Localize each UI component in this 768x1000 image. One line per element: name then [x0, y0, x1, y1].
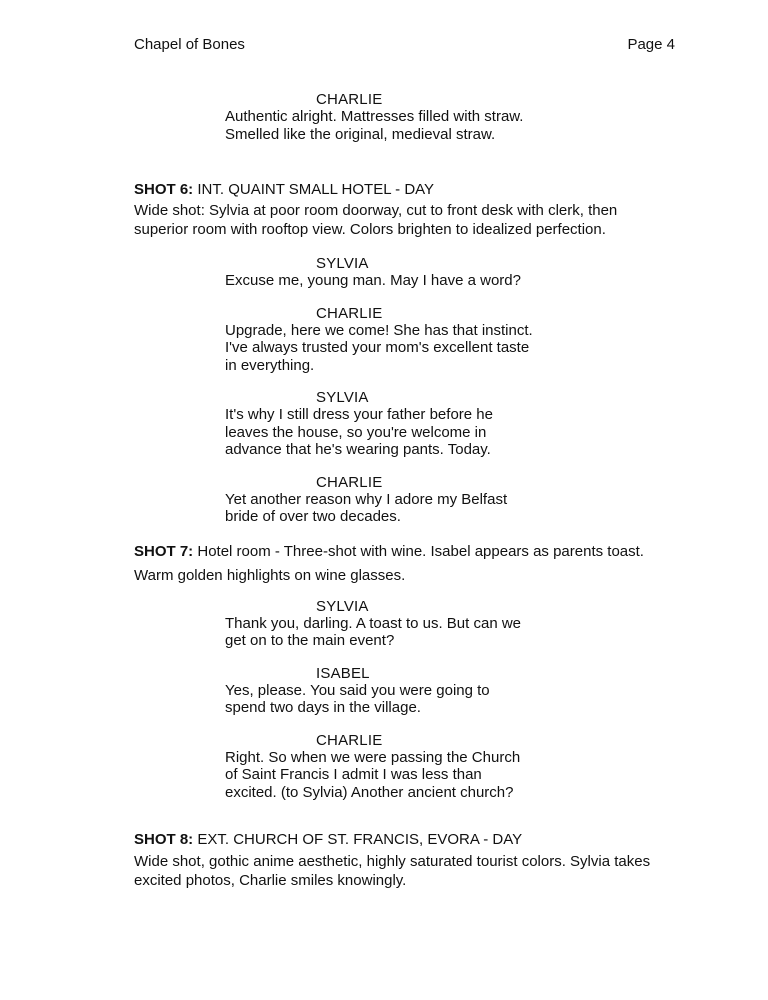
shot-block: [134, 830, 694, 890]
dialogue-block: [134, 305, 694, 375]
dialogue-text: It's why I still dress your father before he leaves the house, so you're welcome in advance that he's wearing pants. Today.: [225, 406, 493, 458]
dialogue-text: Authentic alright. Mattresses filled with straw. Smelled like the original, medieval straw.: [225, 108, 524, 143]
shot-description: Wide shot, gothic anime aesthetic, highly saturated tourist colors. Sylvia takes excited photos, Charlie smiles knowingly.: [134, 853, 651, 889]
dialogue-text: Yes, please. You said you were going to spend two days in the village.: [225, 681, 490, 716]
character-name: CHARLIE: [316, 304, 383, 322]
shot-block: [134, 180, 694, 239]
script-body: [134, 91, 694, 890]
character-name: SYLVIA: [316, 597, 369, 615]
script-title: Chapel of Bones: [134, 36, 245, 53]
shot-slugline: INT. QUAINT SMALL HOTEL - DAY: [193, 181, 435, 198]
shot-description: Wide shot: Sylvia at poor room doorway, cut to front desk with clerk, then superior room with rooftop view. Colors brighten to idealized perfection.: [134, 202, 618, 238]
dialogue-block: [134, 474, 694, 526]
character-name: SYLVIA: [316, 255, 369, 272]
dialogue-text: Right. So when we were passing the Church of Saint Francis I admit I was less than excited. (to Sylvia) Another ancient church?: [225, 748, 521, 801]
character-name: SYLVIA: [316, 389, 369, 406]
shot-label: SHOT 7:: [134, 542, 194, 560]
dialogue-block: [134, 665, 694, 717]
dialogue-text: Thank you, darling. A toast to us. But can we get on to the main event?: [225, 614, 522, 649]
shot-heading: [134, 180, 694, 200]
dialogue-block: [134, 255, 694, 290]
dialogue-text: Yet another reason why I adore my Belfast bride of over two decades.: [225, 490, 508, 525]
shot-description-text: Hotel room - Three-shot with wine. Isabel appears as parents toast. Warm golden highlights on wine glasses.: [134, 542, 644, 584]
shot-block: [134, 540, 694, 588]
character-name: CHARLIE: [316, 731, 383, 749]
shot-heading: [134, 830, 694, 850]
character-name: CHARLIE: [316, 91, 383, 108]
dialogue-block: [134, 732, 694, 802]
character-name: ISABEL: [316, 664, 370, 682]
dialogue-block: [134, 389, 694, 459]
shot-label: SHOT 6:: [134, 181, 194, 198]
page-number: Page 4: [627, 36, 675, 53]
dialogue-block: [134, 598, 694, 650]
shot-description: [134, 540, 694, 588]
dialogue-block: [134, 91, 694, 143]
dialogue-text: Excuse me, young man. May I have a word?: [225, 272, 521, 289]
shot-slugline: EXT. CHURCH OF ST. FRANCIS, EVORA - DAY: [193, 831, 523, 848]
shot-label: SHOT 8:: [134, 831, 194, 848]
character-name: CHARLIE: [316, 473, 383, 491]
dialogue-text: Upgrade, here we come! She has that instinct. I've always trusted your mom's excellent taste in everything.: [225, 321, 533, 374]
